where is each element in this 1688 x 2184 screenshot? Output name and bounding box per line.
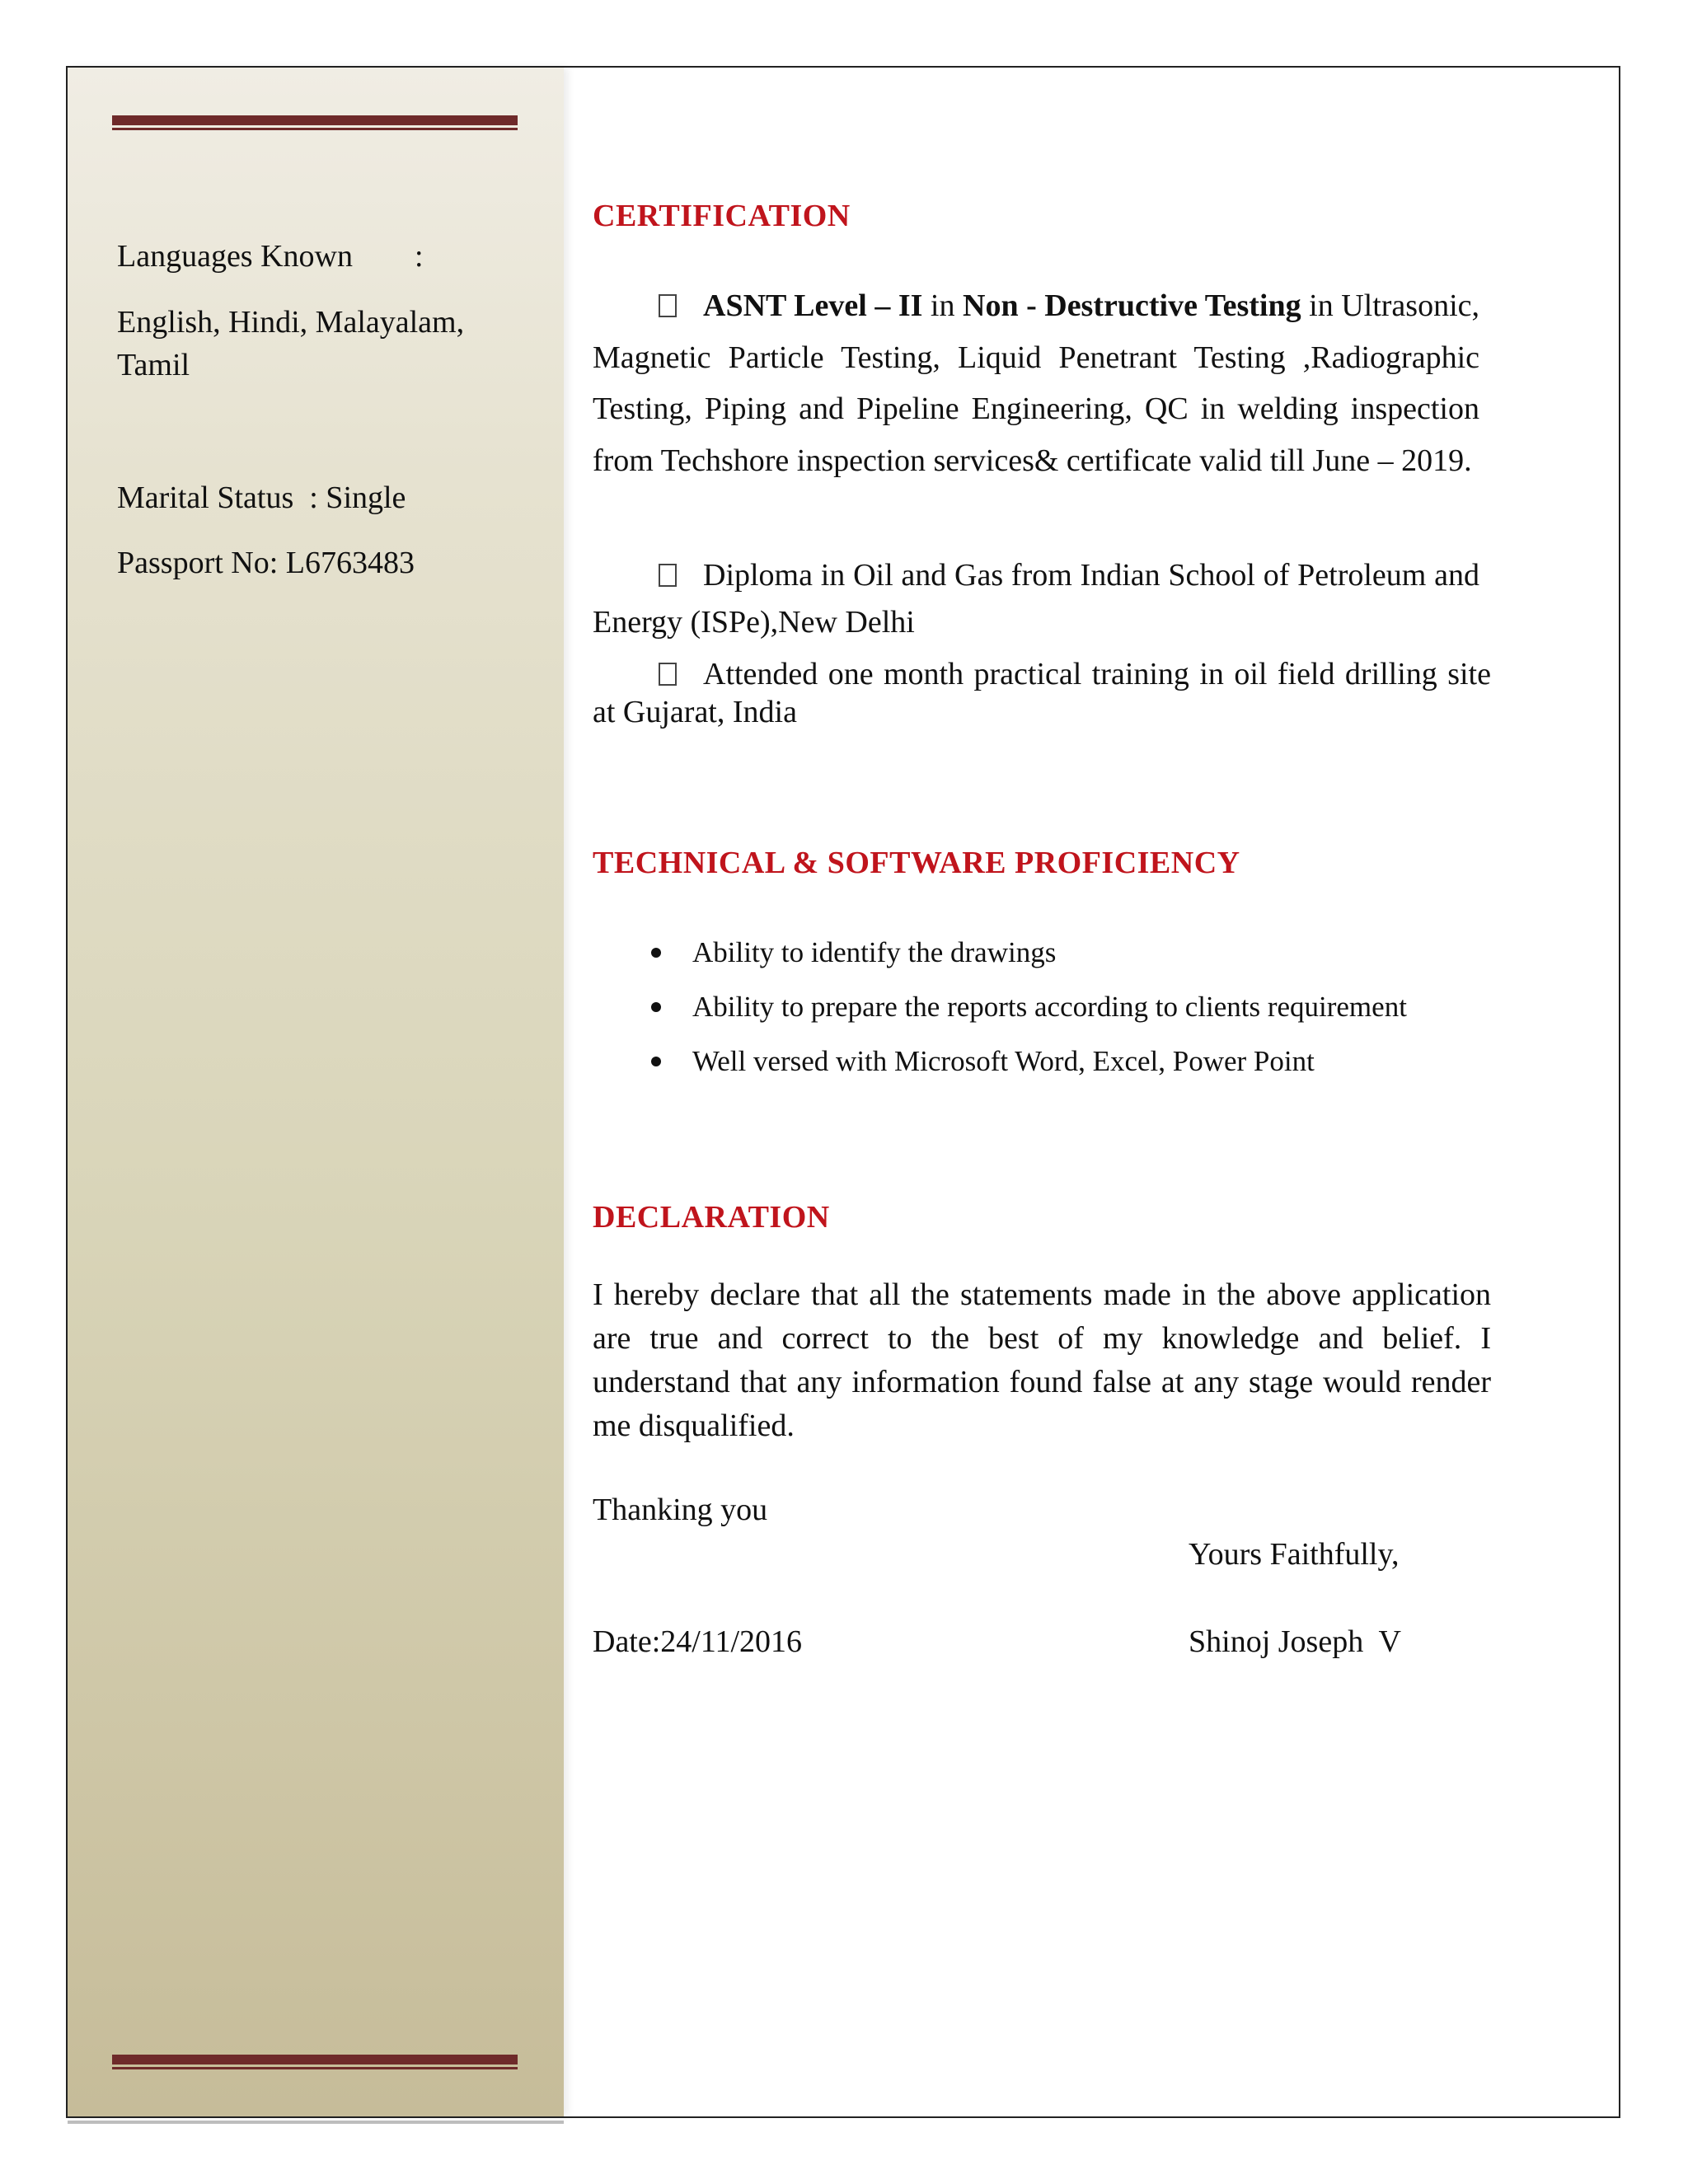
marital-status: Marital Status : Single [117, 480, 406, 515]
sidebar-top-rule [112, 115, 518, 130]
languages-label: Languages Known [117, 239, 353, 274]
languages-colon: : [415, 239, 424, 274]
certification-item-training [593, 655, 1491, 731]
closing-text: Yours Faithfully, [1189, 1537, 1400, 1572]
diploma-text: Diploma in Oil and Gas from Indian School of Petroleum and Energy (ISPe),New Delhi [593, 558, 1479, 640]
passport-number: Passport No: L6763483 [117, 546, 415, 580]
list-item: Ability to prepare the reports according to clients requirement [651, 987, 1407, 1041]
thanking-text: Thanking you [593, 1493, 768, 1527]
training-text: Attended one month practical training in oil field drilling site at Gujarat, India [593, 657, 1491, 729]
languages-value-line1: English, Hindi, Malayalam, [117, 305, 465, 340]
asnt-in-text: in [922, 288, 963, 323]
technical-list [651, 932, 1407, 1095]
date-text: Date:24/11/2016 [593, 1624, 802, 1659]
certification-heading: CERTIFICATION [593, 199, 851, 233]
asnt-level-text: ASNT Level – II [703, 288, 923, 323]
technical-heading: TECHNICAL & SOFTWARE PROFICIENCY [593, 846, 1240, 880]
certification-item-asnt [593, 280, 1479, 486]
checkbox-glyph-icon [659, 294, 677, 317]
sidebar-bottom-line [68, 2121, 564, 2124]
declaration-heading: DECLARATION [593, 1200, 830, 1235]
signature-name: Shinoj Joseph V [1189, 1624, 1401, 1659]
ndt-text: Non - Destructive Testing [963, 288, 1301, 323]
sidebar-bottom-rule [112, 2055, 518, 2069]
languages-value-line2: Tamil [117, 348, 190, 382]
checkbox-glyph-icon [659, 564, 677, 587]
asnt-details-text: in Ultrasonic, Magnetic Particle Testing, Liquid Penetrant Testing ,Radiographic Testing, Piping and Pipeline Engineering, QC in welding inspection from Techshore inspection services& certificate valid till June – 2019. [593, 288, 1479, 478]
checkbox-glyph-icon [659, 663, 677, 686]
list-item: Well versed with Microsoft Word, Excel, Power Point [651, 1041, 1407, 1095]
certification-item-diploma [593, 552, 1479, 646]
declaration-text: I hereby declare that all the statements made in the above application are true and correct to the best of my knowledge and belief. I understand that any information found false at any stage would render me disqualified. [593, 1277, 1491, 1443]
list-item: Ability to identify the drawings [651, 932, 1407, 987]
